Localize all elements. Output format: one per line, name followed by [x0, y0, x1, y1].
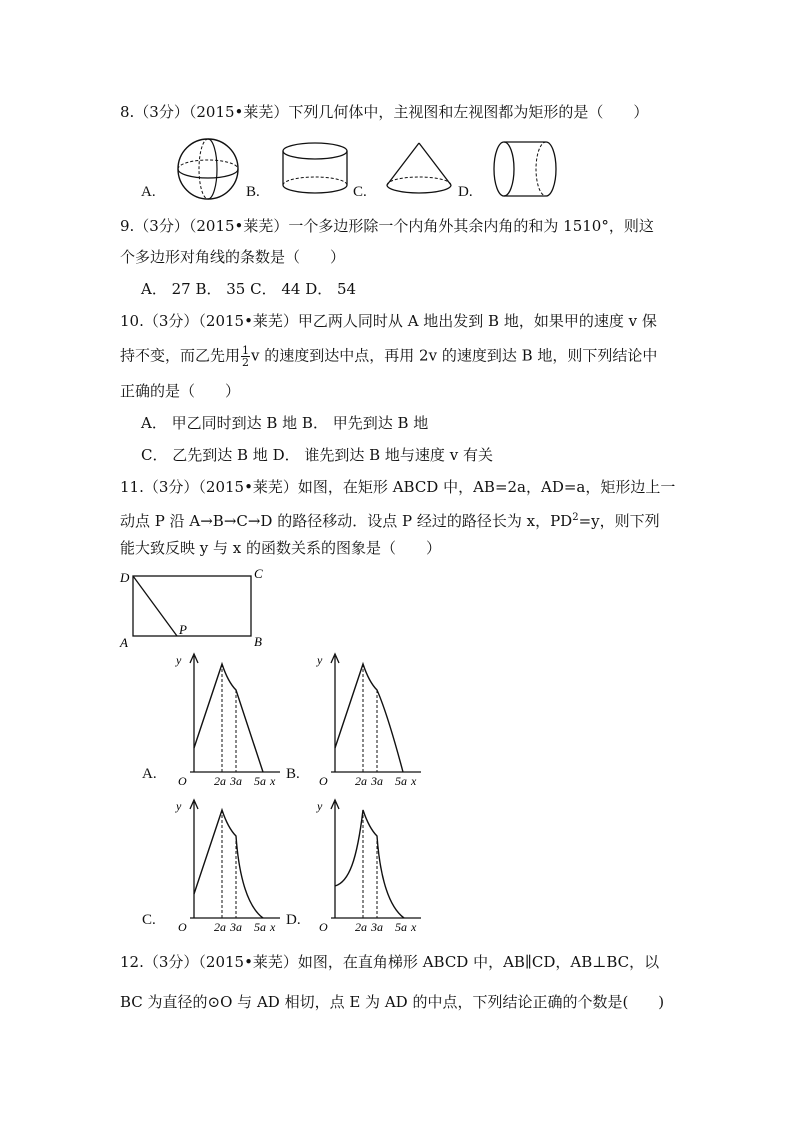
q10-line-2-a: 持不变，而乙先用	[120, 346, 241, 365]
tick-label-2a: 2a	[355, 774, 367, 788]
q11-line-2	[120, 508, 660, 531]
fraction-denominator: 2	[242, 356, 250, 369]
q12-line-2: BC 为直径的⊙O 与 AD 相切，点 E 为 AD 的中点，下列结论正确的个数是( )	[120, 993, 665, 1011]
vertex-c-label: C	[254, 566, 263, 581]
y-axis-label: y	[176, 799, 182, 813]
q12-line-1: 12.（3分）（2015•莱芜）如图，在直角梯形 ABCD 中，AB∥CD，AB⊥BC，以	[120, 953, 660, 971]
tick-label-2a: 2a	[214, 920, 226, 934]
q9-line-1: 9.（3分）（2015•莱芜）一个多边形除一个内角外其余内角的和为 1510°，则这	[120, 217, 654, 235]
origin-label: O	[319, 920, 328, 934]
q9-options: A． 27 B． 35 C． 44 D． 54	[141, 280, 357, 298]
q8-option-b: B.	[246, 184, 260, 200]
tick-label-2a: 2a	[214, 774, 226, 788]
sphere-figure	[172, 136, 244, 202]
function-curve	[335, 664, 403, 772]
q11-superscript: 2	[572, 512, 579, 523]
q11-line-3: 能大致反映 y 与 x 的函数关系的图象是（ ）	[120, 539, 442, 557]
q11-option-b: B.	[286, 766, 300, 782]
q10-line-2	[120, 345, 657, 368]
tick-label-2a: 2a	[355, 920, 367, 934]
fraction-numerator: 1	[242, 344, 250, 357]
tick-label-5a: 5a	[395, 774, 407, 788]
x-axis-label: x	[411, 774, 417, 788]
q11-line-2-a: 动点 P 沿 A→B→C→D 的路径移动．设点 P 经过的路径长为 x，PD	[120, 512, 573, 530]
tick-label-3a: 3a	[371, 774, 383, 788]
y-axis-label: y	[317, 799, 323, 813]
origin-label: O	[319, 774, 328, 788]
rectangle-abcd-figure	[115, 562, 275, 652]
q11-option-c: C.	[142, 912, 156, 928]
graph-option-b	[313, 648, 433, 788]
vertex-a-label: A	[120, 635, 128, 650]
origin-label: O	[178, 774, 187, 788]
graph-option-a	[172, 648, 292, 788]
function-curve	[194, 810, 263, 918]
q11-option-a: A.	[142, 766, 157, 782]
cylinder-figure	[278, 140, 352, 198]
q11-line-1: 11.（3分）（2015•莱芜）如图，在矩形 ABCD 中，AB=2a，AD=a，矩形边上一	[120, 478, 676, 496]
tick-label-3a: 3a	[230, 774, 242, 788]
tick-label-3a: 3a	[371, 920, 383, 934]
q8-option-a: A.	[141, 184, 156, 200]
tick-label-5a: 5a	[254, 920, 266, 934]
q8-option-d: D.	[458, 184, 473, 200]
tick-label-3a: 3a	[230, 920, 242, 934]
q10-line-3: 正确的是（ ）	[120, 382, 241, 400]
q10-options-cd: C． 乙先到达 B 地 D． 谁先到达 B 地与速度 v 有关	[141, 446, 493, 464]
lying-cylinder-figure	[490, 138, 560, 202]
function-curve	[194, 664, 263, 772]
x-axis-label: x	[270, 774, 276, 788]
y-axis-label: y	[176, 653, 182, 667]
q10-line-1: 10.（3分）（2015•莱芜）甲乙两人同时从 A 地出发到 B 地，如果甲的速度 v 保	[120, 312, 657, 330]
q11-option-d: D.	[286, 912, 301, 928]
tick-label-5a: 5a	[254, 774, 266, 788]
vertex-d-label: D	[120, 570, 130, 585]
tick-label-5a: 5a	[395, 920, 407, 934]
vertex-b-label: B	[254, 634, 262, 649]
graph-option-c	[172, 794, 292, 934]
function-curve	[335, 810, 404, 918]
x-axis-label: x	[270, 920, 276, 934]
point-p-label: P	[179, 622, 187, 637]
q9-line-2: 个多边形对角线的条数是（ ）	[120, 248, 346, 266]
graph-option-d	[313, 794, 433, 934]
x-axis-label: x	[411, 920, 417, 934]
q8-option-c: C.	[353, 184, 367, 200]
origin-label: O	[178, 920, 187, 934]
q8-stem: 8.（3分）（2015•莱芜）下列几何体中，主视图和左视图都为矩形的是（ ）	[120, 103, 649, 121]
q10-options-ab: A． 甲乙同时到达 B 地 B． 甲先到达 B 地	[141, 414, 429, 432]
q11-line-2-b: =y，则下列	[578, 512, 660, 530]
half-fraction	[241, 345, 250, 368]
cone-figure	[382, 140, 456, 198]
q10-line-2-b: v 的速度到达中点，再用 2v 的速度到达 B 地，则下列结论中	[251, 346, 658, 365]
y-axis-label: y	[317, 653, 323, 667]
